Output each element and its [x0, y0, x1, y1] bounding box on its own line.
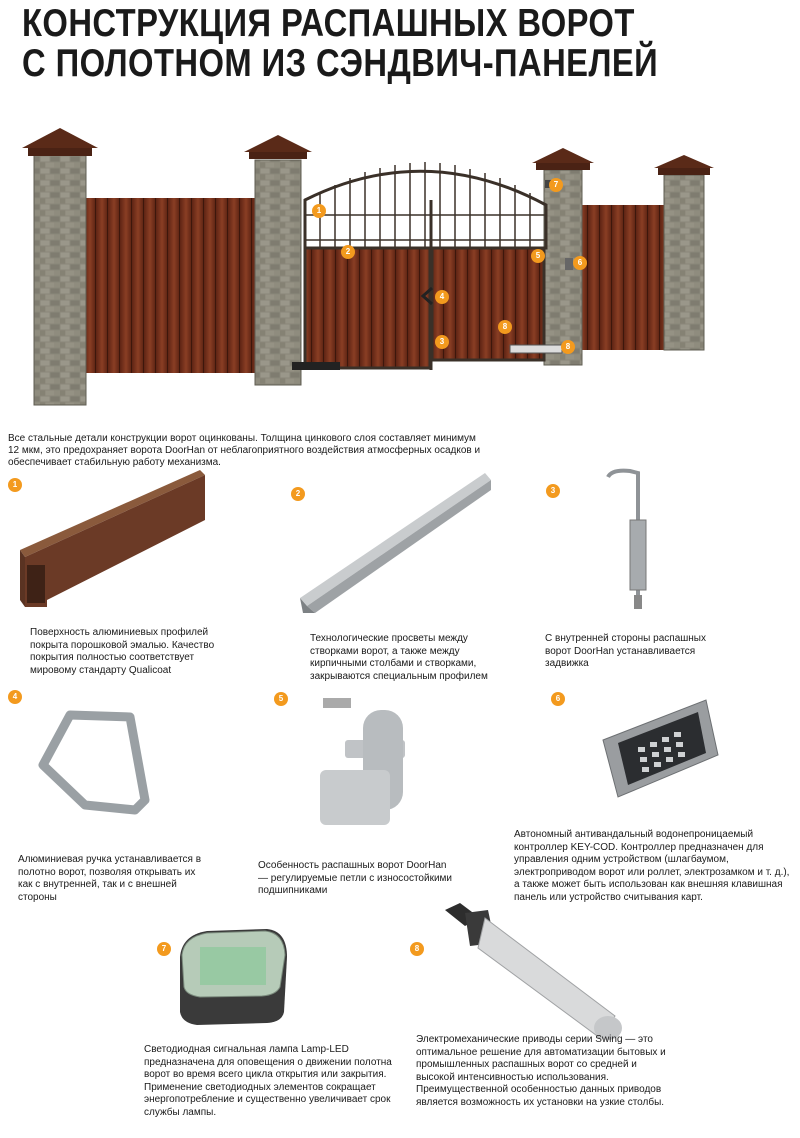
item-caption-2: Технологические просветы между створками ворот, а также между кирпичными столбами и створками, закрываются специальным профилем — [310, 633, 488, 682]
item-badge-6: 6 — [551, 692, 565, 706]
page-title — [22, 4, 669, 84]
item-caption-3: С внутренней стороны распашных ворот DoorHan устанавливается задвижка — [545, 633, 706, 669]
hero-marker-8: 8 — [498, 320, 512, 334]
item-caption-6: Автономный антивандальный водонепроницаемый контроллер KEY-COD. Контроллер предназначен для управления одним устройством (шлагбаумом, электроприводом ворот или роллет, электрозамком и т. д.), а также может быть использован как внешняя клавишная панель или устройство считывания карт. — [514, 829, 790, 903]
item-caption-5: Особенность распашных ворот DoorHan — регулируемые петли с износостойкими подшипниками — [258, 860, 452, 896]
item-badge-7: 7 — [157, 942, 171, 956]
hero-marker-7: 7 — [549, 178, 563, 192]
item-badge-1: 1 — [8, 478, 22, 492]
signal-lamp-icon — [172, 917, 292, 1029]
bolt-latch-icon — [600, 465, 660, 617]
title-line-1: КОНСТРУКЦИЯ РАСПАШНЫХ ВОРОТ — [22, 2, 635, 45]
hero-marker-6: 6 — [573, 256, 587, 270]
hinge-icon — [315, 690, 440, 845]
intro-text: Все стальные детали конструкции ворот оцинкованы. Толщина цинкового слоя составляет минимум 12 мкм, это предохраняет ворота DoorHan от неблагоприятного воздействия атмосферных осадков и обеспечивает стабильную работу механизма. — [8, 433, 481, 468]
item-caption-7: Светодиодная сигнальная лампа Lamp-LED предназначена для оповещения о движении полотна ворот во время всего цикла открытия или закрытия. Применение светодиодных элементов сокращает энергопотребление и существенно увеличивает срок службы лампы. — [144, 1044, 392, 1118]
hero-marker-5: 5 — [531, 249, 545, 263]
hero-marker-3: 3 — [435, 335, 449, 349]
gate-illustration — [0, 110, 800, 420]
item-caption-4: Алюминиевая ручка устанавливается в полотно ворот, позволяя открывать их как с внутренней, так и с внешней стороны — [18, 854, 202, 903]
item-caption-8: Электромеханические приводы серии Swing — это оптимальное решение для автоматизации бытовых и промышленных распашных ворот со средней и высокой интенсивностью использования. Преимущественной особенностью данных приводов является возможность их установки на узкие столбы. — [416, 1034, 666, 1108]
title-line-2: С ПОЛОТНОМ ИЗ СЭНДВИЧ-ПАНЕЛЕЙ — [22, 42, 659, 85]
item-caption-1: Поверхность алюминиевых профилей покрыта порошковой эмалью. Качество покрытия полностью соответствует мировому стандарту Qualicoat — [30, 627, 215, 676]
handle-icon — [35, 705, 155, 820]
keypad-icon — [598, 695, 723, 805]
swing-drive-icon — [440, 898, 630, 1043]
hero-marker-2: 2 — [341, 245, 355, 259]
item-badge-2: 2 — [291, 487, 305, 501]
gap-profile-icon — [295, 468, 495, 618]
aluminum-profile-icon — [15, 465, 210, 615]
hero-marker-1: 1 — [312, 204, 326, 218]
item-badge-4: 4 — [8, 690, 22, 704]
item-badge-3: 3 — [546, 484, 560, 498]
hero-marker-8b: 8 — [561, 340, 575, 354]
item-badge-5: 5 — [274, 692, 288, 706]
hero-marker-4: 4 — [435, 290, 449, 304]
item-badge-8: 8 — [410, 942, 424, 956]
